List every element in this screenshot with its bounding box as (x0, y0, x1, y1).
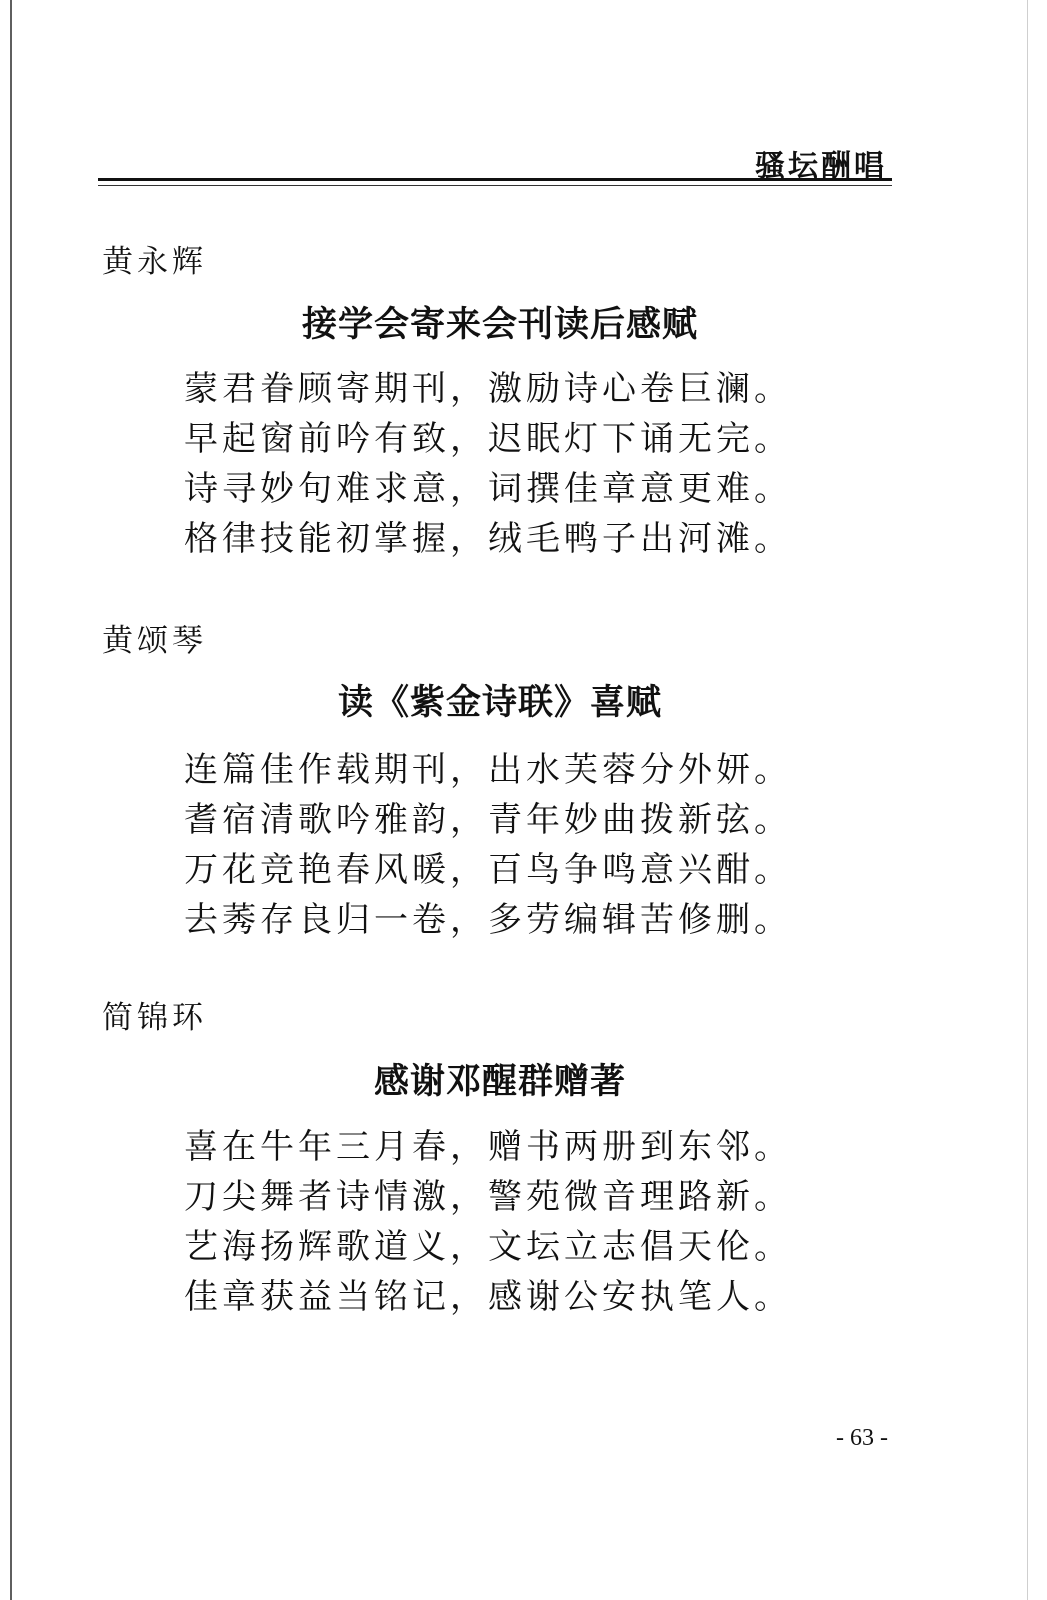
poem-line: 蒙君眷顾寄期刊，激励诗心卷巨澜。 (184, 369, 792, 409)
scan-right-edge (1027, 0, 1028, 1600)
poem-lines (184, 745, 792, 945)
poem-title: 感谢邓醒群赠著 (373, 1062, 626, 1102)
poem-line: 格律技能初掌握，绒毛鸭子出河滩。 (184, 519, 792, 559)
poem-line: 刀尖舞者诗情激，警苑微音理路新。 (184, 1177, 792, 1217)
poem-author: 简锦环 (102, 1000, 207, 1036)
poem-title: 接学会寄来会刊读后感赋 (301, 305, 698, 345)
poem-author: 黄颂琴 (102, 623, 207, 659)
page-number: - 63 - (836, 1425, 888, 1451)
poem-line: 诗寻妙句难求意，词撰佳章意更难。 (184, 469, 792, 509)
poem-title: 读《紫金诗联》喜赋 (337, 683, 662, 723)
poem-line: 佳章获益当铭记，感谢公安执笔人。 (184, 1277, 792, 1317)
poem-line: 艺海扬辉歌道义，文坛立志倡天伦。 (184, 1227, 792, 1267)
scan-left-edge (10, 0, 12, 1600)
poem-line: 喜在牛年三月春，赠书两册到东邻。 (184, 1127, 792, 1167)
poem-line: 万花竞艳春风暖，百鸟争鸣意兴酣。 (184, 850, 792, 890)
header-divider (98, 178, 892, 181)
poem-line: 连篇佳作载期刊，出水芙蓉分外妍。 (184, 750, 792, 790)
poem-line: 早起窗前吟有致，迟眠灯下诵无完。 (184, 419, 792, 459)
header-divider-thin (98, 185, 892, 186)
column-title: 骚坛酬唱 (755, 149, 887, 184)
poem-lines (184, 364, 792, 564)
poem-lines (184, 1122, 792, 1322)
poem-line: 耆宿清歌吟雅韵，青年妙曲拨新弦。 (184, 800, 792, 840)
poem-line: 去莠存良归一卷，多劳编辑苦修删。 (184, 900, 792, 940)
poem-author: 黄永辉 (102, 244, 207, 280)
